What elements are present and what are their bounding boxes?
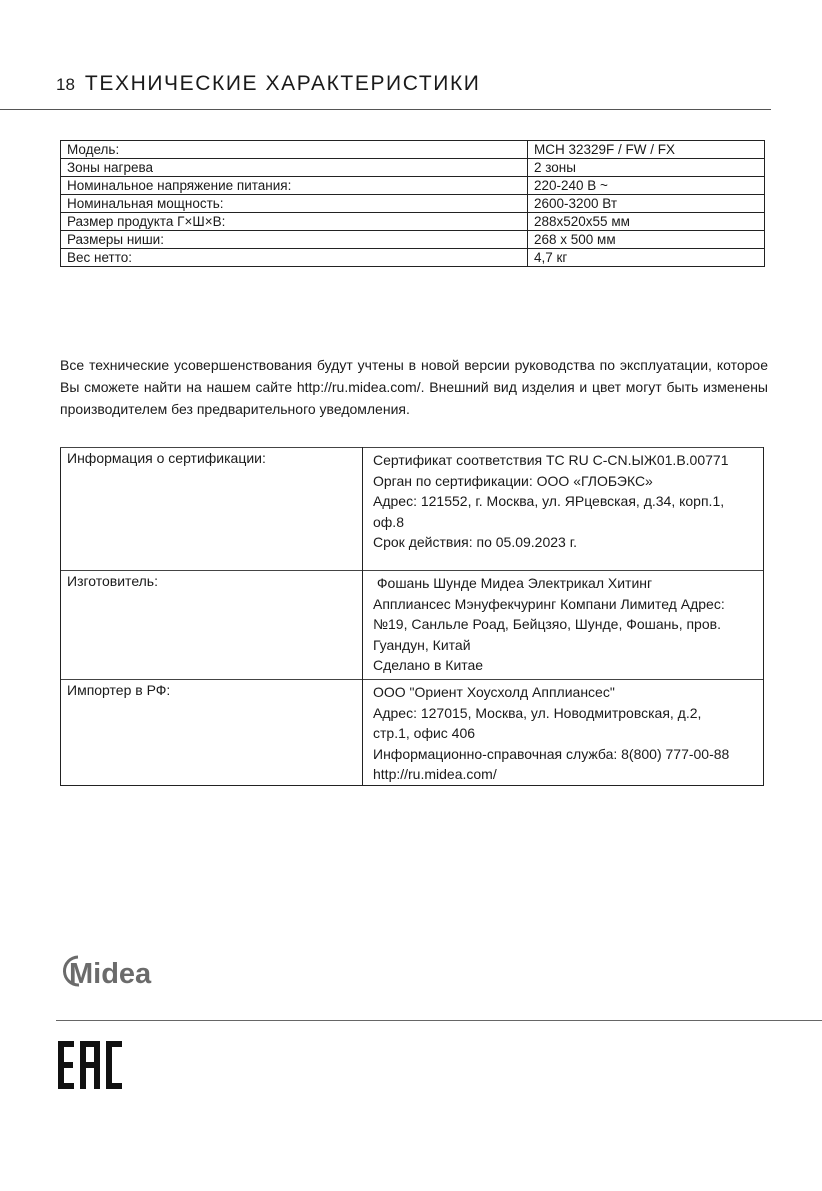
certification-line: Сертификат соответствия TC RU C-CN.ЫЖ01.В.00771 xyxy=(373,452,729,468)
spec-label: Размеры ниши: xyxy=(61,231,528,249)
importer-line: Адрес: 127015, Москва, ул. Новодмитровская, д.2, xyxy=(373,704,702,721)
specs-row xyxy=(61,213,765,231)
manufacturer-label: Изготовитель: xyxy=(61,571,363,680)
certification-line: Срок действия: по 05.09.2023 г. xyxy=(373,534,578,550)
update-notice: Все технические усовершенствования будут учтены в новой версии руководства по эксплуатации, которое Вы сможете найти на нашем сайте http://ru.midea.com/. Внешний вид изделия и цвет могут быть изменены производителем без предварительного уведомления. xyxy=(60,357,768,417)
spec-value: 2600-3200 Вт xyxy=(528,195,765,213)
spec-value: MCH 32329F / FW / FX xyxy=(528,141,765,159)
specs-row xyxy=(61,159,765,177)
page-header xyxy=(56,72,480,96)
manufacturer-line: Сделано в Китае xyxy=(373,657,484,673)
specs-row xyxy=(61,231,765,249)
spec-label: Модель: xyxy=(61,141,528,159)
manufacturer-value xyxy=(363,571,764,680)
certification-row xyxy=(61,448,764,571)
spec-value: 288x520x55 мм xyxy=(528,213,765,231)
spec-label: Зоны нагрева xyxy=(61,159,528,177)
importer-link[interactable]: http://ru.midea.com/ xyxy=(373,766,497,782)
importer-value xyxy=(363,680,764,786)
specs-row xyxy=(61,195,765,213)
spec-value: 268 x 500 мм xyxy=(528,231,765,249)
manufacturer-line: Гуандун, Китай xyxy=(373,636,471,653)
manufacturer-row xyxy=(61,571,764,680)
certification-line: Орган по сертификации: ООО «ГЛОБЭКС» xyxy=(373,472,653,489)
specs-row xyxy=(61,249,765,267)
spec-label: Номинальная мощность: xyxy=(61,195,528,213)
certification-line: Адрес: 121552, г. Москва, ул. ЯРцевская, д.34, корп.1, xyxy=(373,493,725,509)
manufacturer-line: Фошань Шунде Мидеа Электрикал Хитинг xyxy=(373,575,653,591)
spec-label: Размер продукта Г×Ш×В: xyxy=(61,213,528,231)
specs-row xyxy=(61,177,765,195)
importer-label: Импортер в РФ: xyxy=(61,680,363,786)
certification-line: оф.8 xyxy=(373,513,404,530)
certification-table xyxy=(60,447,764,786)
importer-line: Информационно-справочная служба: 8(800) 777-00-88 xyxy=(373,745,730,762)
midea-logo xyxy=(62,952,174,990)
certification-value xyxy=(363,448,764,571)
certification-label: Информация о сертификации: xyxy=(61,448,363,571)
importer-row xyxy=(61,680,764,786)
spec-value: 2 зоны xyxy=(528,159,765,177)
footer-divider xyxy=(56,1020,822,1021)
page-number: 18 xyxy=(56,75,75,94)
manufacturer-line: №19, Санльле Роад, Бейцзяо, Шунде, Фошань, пров. xyxy=(373,616,721,632)
spec-value: 4,7 кг xyxy=(528,249,765,267)
specs-row xyxy=(61,141,765,159)
importer-line: ООО "Ориент Хоусхолд Апплиансес" xyxy=(373,684,615,700)
manufacturer-line: Апплиансес Мэнуфекчуринг Компани Лимитед Адрес: xyxy=(373,595,725,612)
midea-logo-text: Midea xyxy=(69,958,152,990)
importer-line: стр.1, офис 406 xyxy=(373,725,476,741)
specs-table xyxy=(60,140,765,267)
spec-value: 220-240 В ~ xyxy=(528,177,765,195)
page-title: ТЕХНИЧЕСКИЕ ХАРАКТЕРИСТИКИ xyxy=(84,72,481,95)
eac-mark-icon xyxy=(58,1041,122,1089)
header-divider xyxy=(0,109,771,110)
spec-label: Номинальное напряжение питания: xyxy=(61,177,528,195)
spec-label: Вес нетто: xyxy=(61,249,528,267)
